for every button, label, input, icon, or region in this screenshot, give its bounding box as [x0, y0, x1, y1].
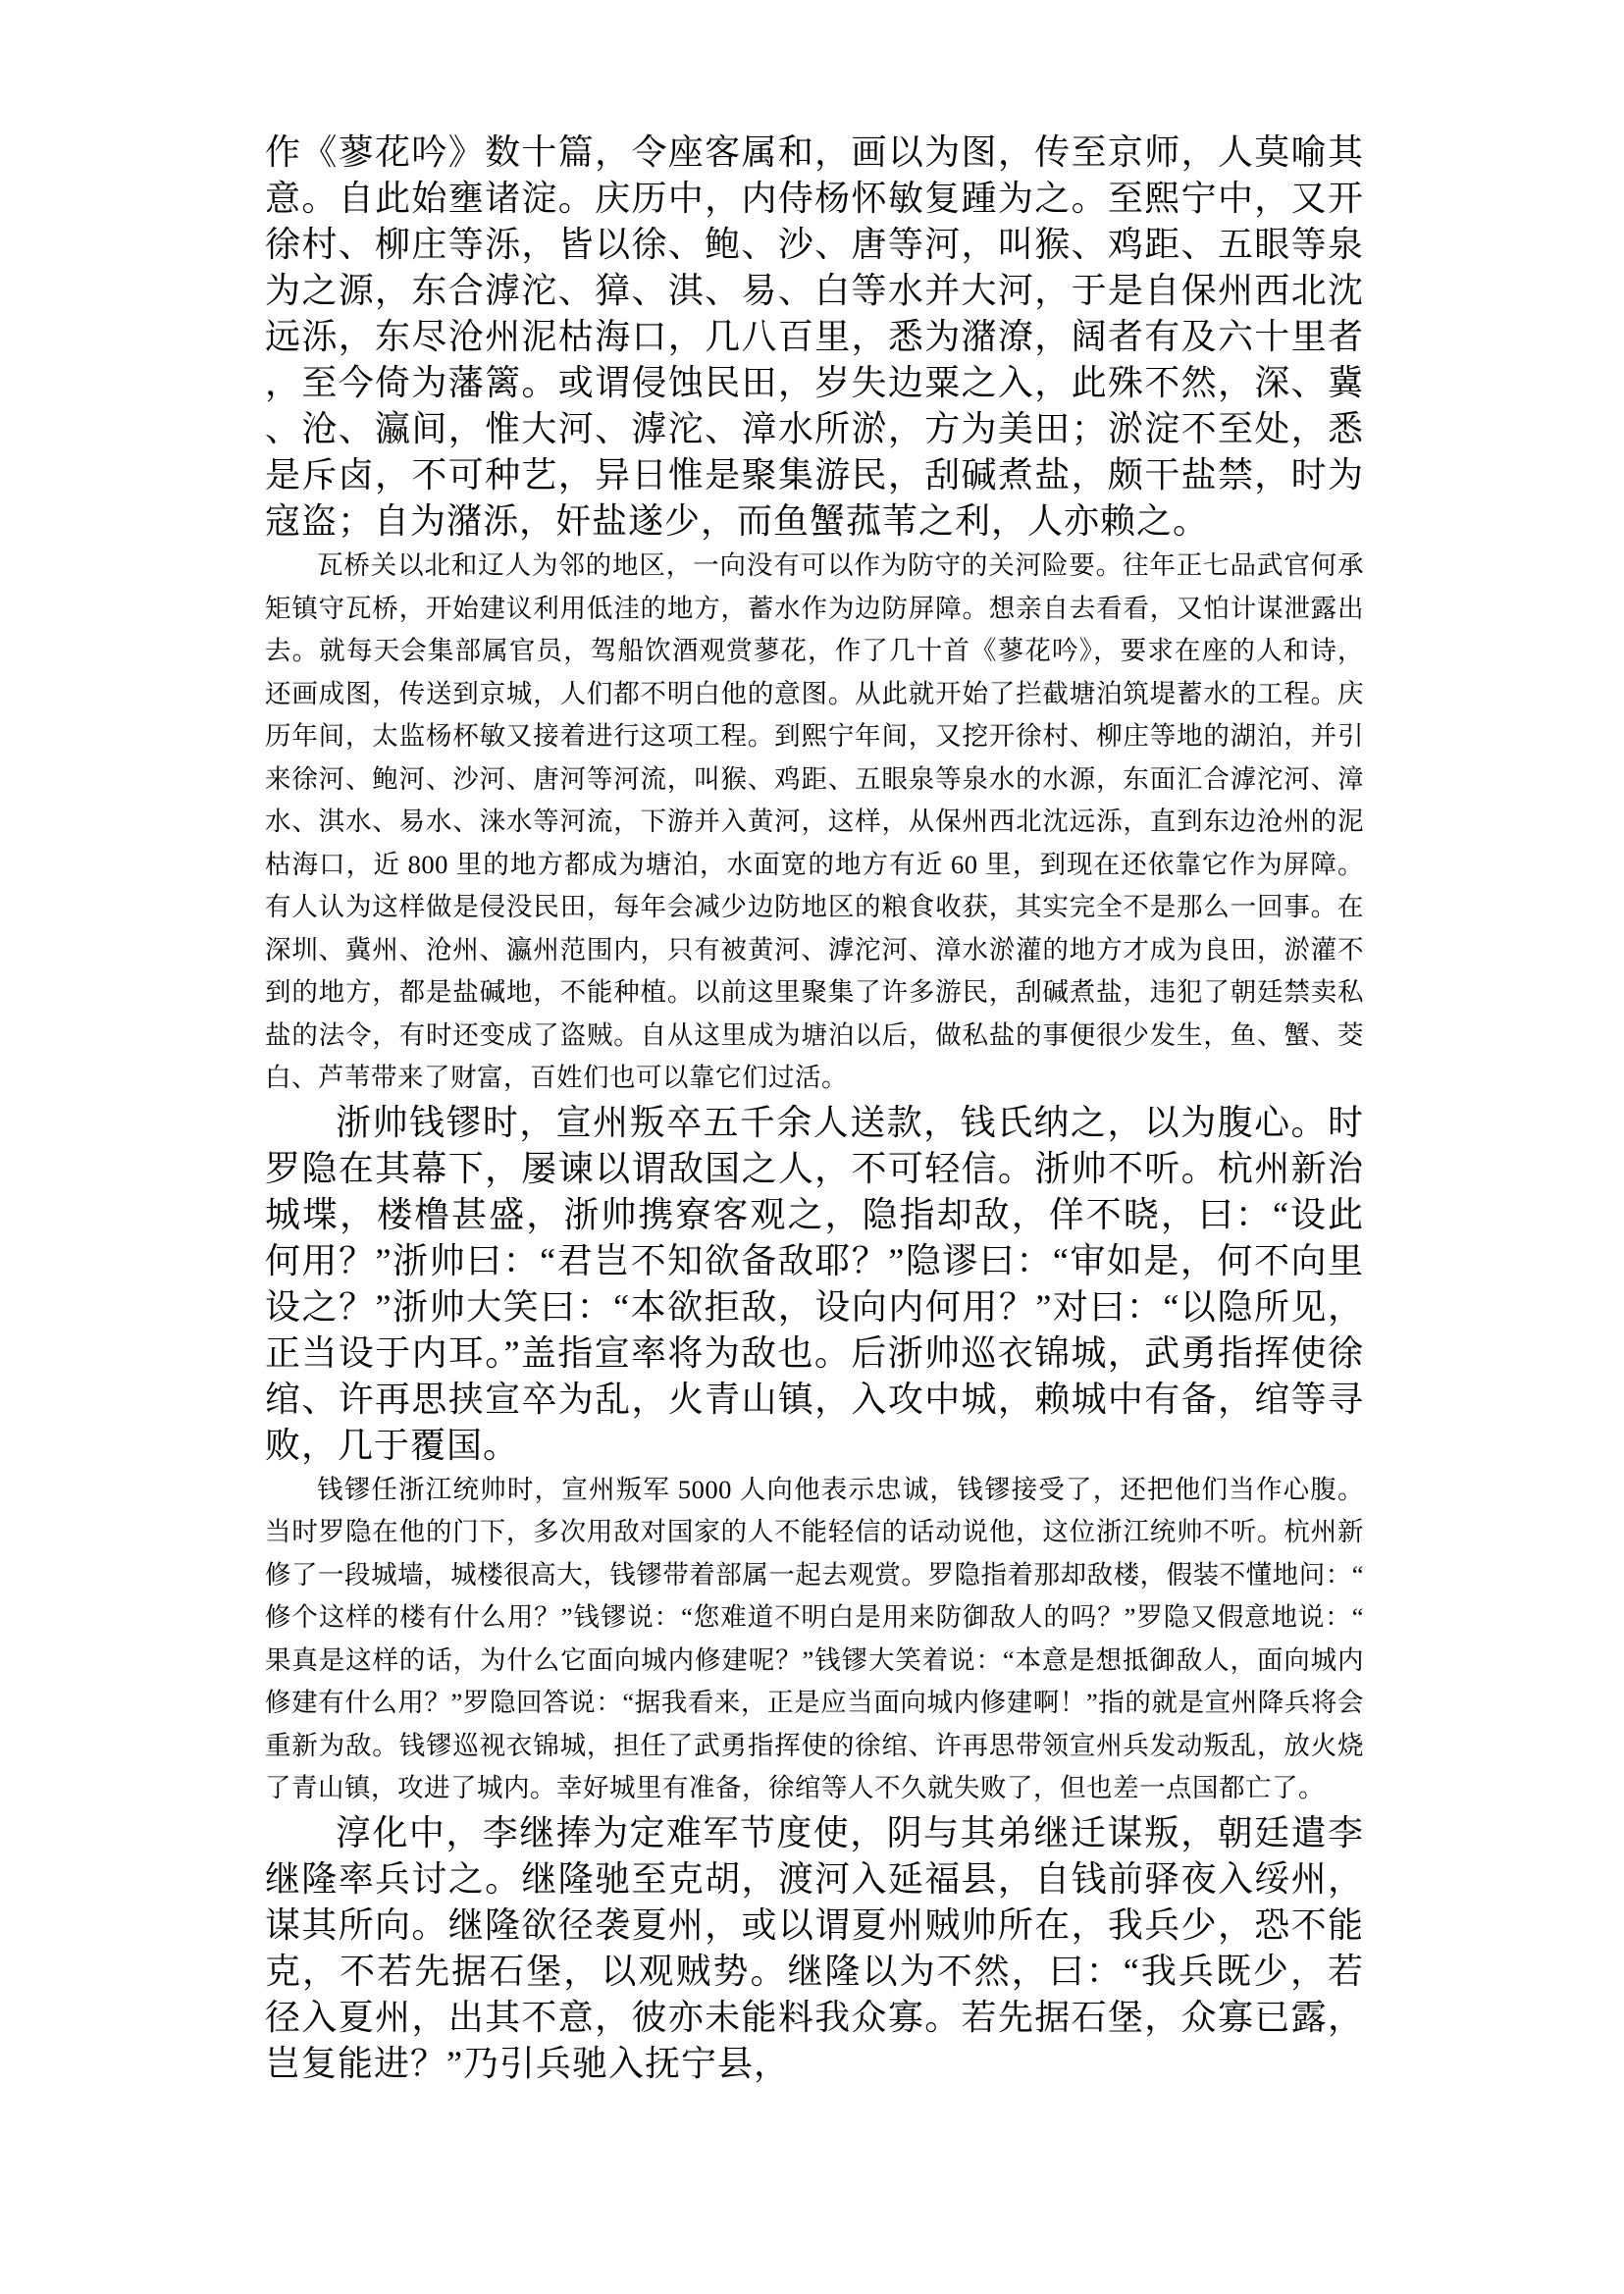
translation-passage-1: 瓦桥关以北和辽人为邻的地区，一向没有可以作为防守的关河险要。往年正七品武官何承矩镇守瓦桥，开始建议利用低洼的地方，蓄水作为边防屏障。想亲自去看看，又怕计谋泄露出去。就每天会集部属官员，驾船饮酒观赏蓼花，作了几十首《蓼花吟》，要求在座的人和诗，还画成图，传送到京城，人们都不明白他的意图。从此就开始了拦截塘泊筑堤蓄水的工程。庆历年间，太监杨杯敏又接着进行这项工程。到熙宁年间，又挖开徐村、柳庄等地的湖泊，并引来徐河、鲍河、沙河、唐河等河流，叫猴、鸡距、五眼泉等泉水的水源，东面汇合滹沱河、漳水、淇水、易水、涞水等河流，下游并入黄河，这样，从保州西北沈远泺，直到东边沧州的泥枯海口，近 800 里的地方都成为塘泊，水面宽的地方有近 60 里，到现在还依靠它作为屏障。有人认为这样做是侵没民田，每年会减少边防地区的粮食收获，其实完全不是那么一回事。在深圳、冀州、沧州、瀛州范围内，只有被黄河、滹沱河、漳水淤灌的地方才成为良田，淤灌不到的地方，都是盐碱地，不能种植。以前这里聚集了许多游民，刮碱煮盐，违犯了朝廷禁卖私盐的法令，有时还变成了盗贼。自从这里成为塘泊以后，做私盐的事便很少发生，鱼、蟹、茭白、芦苇带来了财富，百姓们也可以靠它们过活。	[265, 550, 1364, 1092]
text-column	[265, 130, 1364, 2087]
translation-passage-2: 钱镠任浙江统帅时，宣州叛军 5000 人向他表示忠诚，钱镠接受了，还把他们当作心腹。当时罗隐在他的门下，多次用敌对国家的人不能轻信的话动说他，这位浙江统帅不听。杭州新修了一段城墙，城楼很高大，钱镠带着部属一起去观赏。罗隐指着那却敌楼，假装不懂地问：“修个这样的楼有什么用？”钱镠说：“您难道不明白是用来防御敌人的吗？”罗隐又假意地说：“果真是这样的话，为什么它面向城内修建呢？”钱镠大笑着说：“本意是想抵御敌人，面向城内修建有什么用？”罗隐回答说：“据我看来，正是应当面向城内修建啊！”指的就是宣州降兵将会重新为敌。钱镠巡视衣锦城，担任了武勇指挥使的徐绾、许再思带领宣州兵发动叛乱，放火烧了青山镇，攻进了城内。幸好城里有准备，徐绾等人不久就失败了，但也差一点国都亡了。	[265, 1474, 1364, 1802]
classical-passage-3: 淳化中，李继捧为定难军节度使，阴与其弟继迁谋叛，朝廷遣李继隆率兵讨之。继隆驰至克胡，渡河入延福县，自钱前驿夜入绥州，谋其所向。继隆欲径袭夏州，或以谓夏州贼帅所在，我兵少，恐不能克，不若先据石堡，以观贼势。继隆以为不然，曰：“我兵既少，若径入夏州，出其不意，彼亦未能料我众寡。若先据石堡，众寡已露，岂复能进？”乃引兵驰入抚宁县，	[265, 1812, 1364, 2083]
classical-passage-1: 作《蓼花吟》数十篇，令座客属和，画以为图，传至京师，人莫喻其意。自此始壅诸淀。庆历中，内侍杨怀敏复踵为之。至熙宁中，又开徐村、柳庄等泺，皆以徐、鲍、沙、唐等河，叫猴、鸡距、五眼等泉为之源，东合滹沱、獐、淇、易、白等水并大河，于是自保州西北沈远泺，东尽沧州泥枯海口，几八百里，悉为潴潦，阔者有及六十里者，至今倚为藩篱。或谓侵蚀民田，岁失边粟之入，此殊不然，深、冀、沧、瀛间，惟大河、滹沱、漳水所淤，方为美田；淤淀不至处，悉是斥卤，不可种艺，异日惟是聚集游民，刮碱煮盐，颇干盐禁，时为寇盗；自为潴泺，奸盐遂少，而鱼蟹菰苇之利，人亦赖之。	[265, 132, 1364, 541]
classical-passage-2: 浙帅钱镠时，宣州叛卒五千余人送款，钱氏纳之，以为腹心。时罗隐在其幕下，屡谏以谓敌国之人，不可轻信。浙帅不听。杭州新治城堞，楼橹甚盛，浙帅携寮客观之，隐指却敌，佯不晓，曰：“设此何用？”浙帅曰：“君岂不知欲备敌耶？”隐谬曰：“审如是，何不向里设之？”浙帅大笑曰：“本欲拒敌，设向内何用？”对曰：“以隐所见，正当设于内耳。”盖指宣率将为敌也。后浙帅巡衣锦城，武勇指挥使徐绾、许再思挟宣卒为乱，火青山镇，入攻中城，赖城中有备，绾等寻败，几于覆国。	[265, 1102, 1364, 1465]
